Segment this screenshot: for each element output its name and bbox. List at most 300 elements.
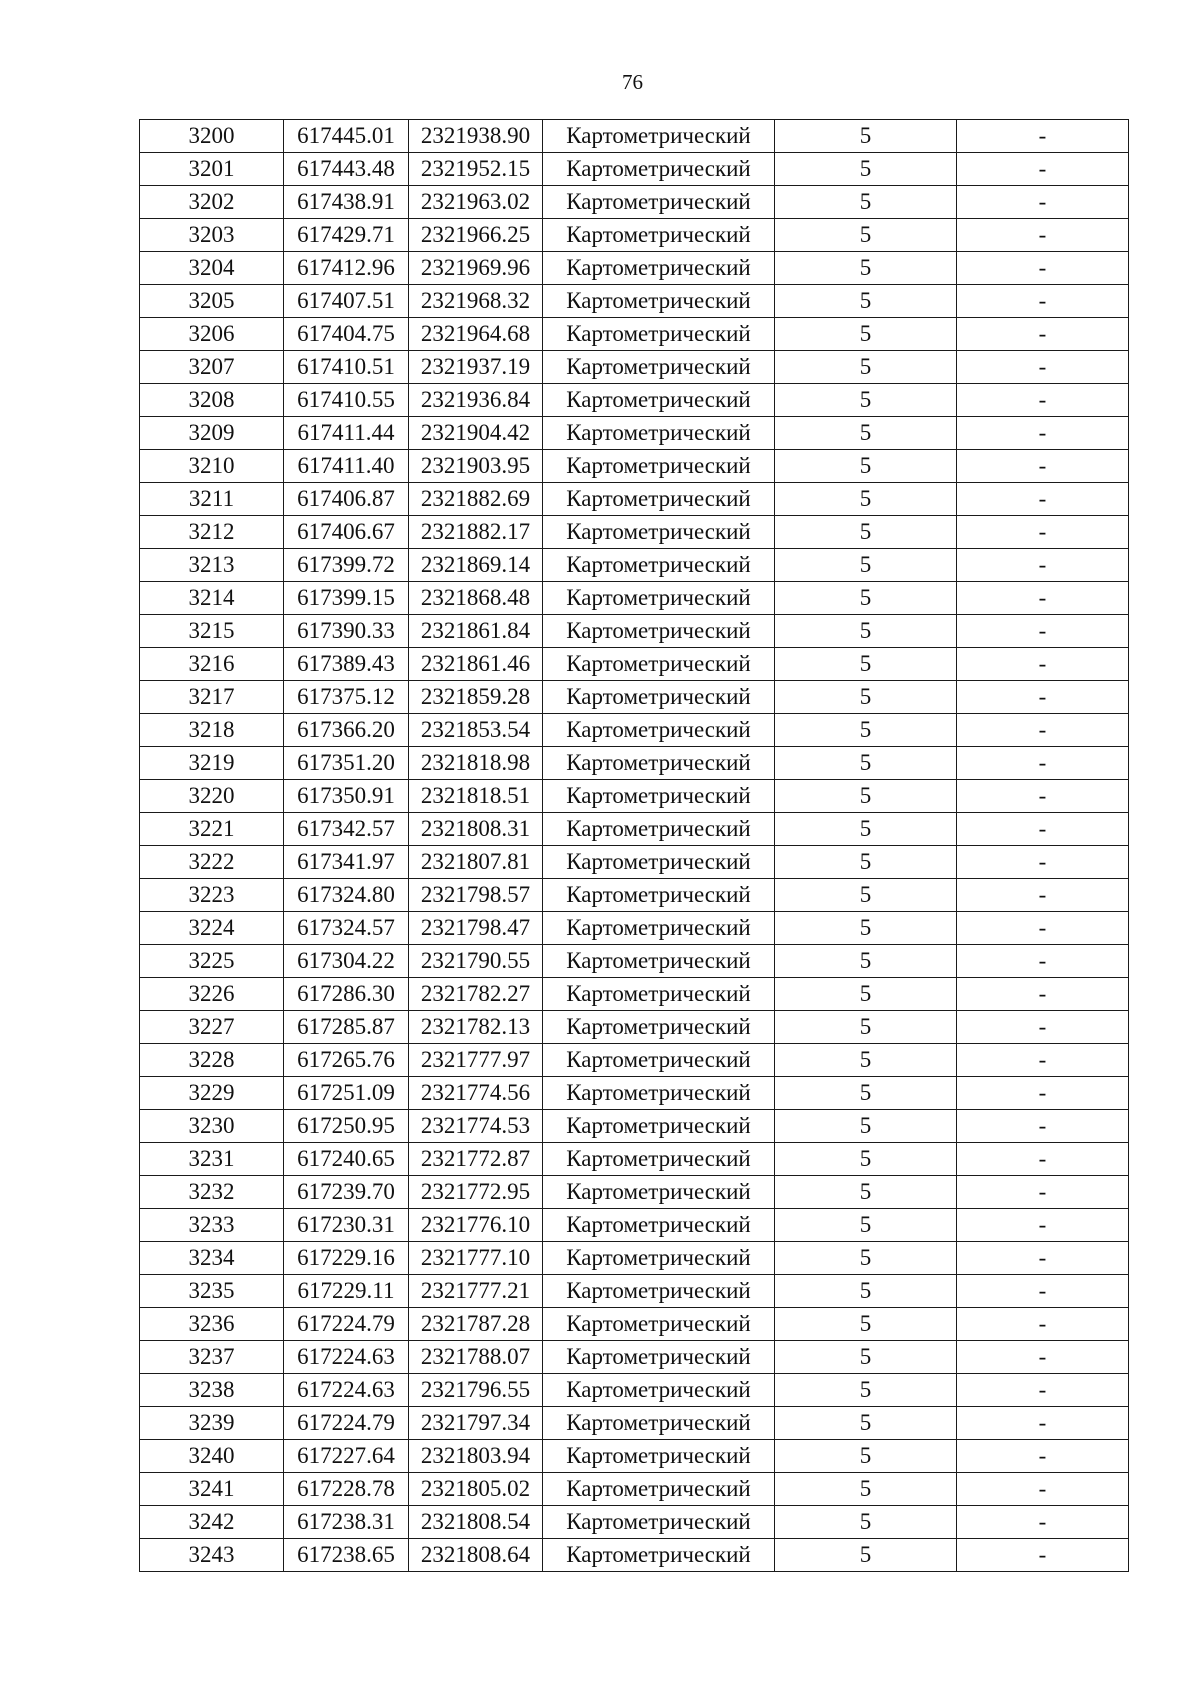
accuracy-cell: 5 [775,1275,957,1308]
dash-cell: - [957,582,1129,615]
table-row [140,1374,1129,1407]
dash-cell: - [957,1176,1129,1209]
method-cell: Картометрический [543,1407,775,1440]
x-coordinate-cell: 617239.70 [284,1176,409,1209]
point-number-cell: 3221 [140,813,284,846]
x-coordinate-cell: 617390.33 [284,615,409,648]
x-coordinate-cell: 617227.64 [284,1440,409,1473]
table-row [140,120,1129,153]
x-coordinate-cell: 617443.48 [284,153,409,186]
y-coordinate-cell: 2321861.46 [409,648,543,681]
point-number-cell: 3203 [140,219,284,252]
y-coordinate-cell: 2321936.84 [409,384,543,417]
x-coordinate-cell: 617411.40 [284,450,409,483]
y-coordinate-cell: 2321882.17 [409,516,543,549]
accuracy-cell: 5 [775,813,957,846]
point-number-cell: 3240 [140,1440,284,1473]
accuracy-cell: 5 [775,153,957,186]
accuracy-cell: 5 [775,879,957,912]
dash-cell: - [957,219,1129,252]
dash-cell: - [957,1242,1129,1275]
dash-cell: - [957,1011,1129,1044]
table-row [140,1077,1129,1110]
point-number-cell: 3219 [140,747,284,780]
y-coordinate-cell: 2321868.48 [409,582,543,615]
x-coordinate-cell: 617324.80 [284,879,409,912]
table-row [140,1539,1129,1572]
dash-cell: - [957,351,1129,384]
y-coordinate-cell: 2321969.96 [409,252,543,285]
dash-cell: - [957,1209,1129,1242]
x-coordinate-cell: 617230.31 [284,1209,409,1242]
dash-cell: - [957,516,1129,549]
method-cell: Картометрический [543,384,775,417]
accuracy-cell: 5 [775,945,957,978]
method-cell: Картометрический [543,1209,775,1242]
dash-cell: - [957,1473,1129,1506]
point-number-cell: 3228 [140,1044,284,1077]
point-number-cell: 3214 [140,582,284,615]
dash-cell: - [957,813,1129,846]
point-number-cell: 3224 [140,912,284,945]
point-number-cell: 3209 [140,417,284,450]
dash-cell: - [957,912,1129,945]
dash-cell: - [957,1143,1129,1176]
table-row [140,219,1129,252]
x-coordinate-cell: 617251.09 [284,1077,409,1110]
method-cell: Картометрический [543,318,775,351]
dash-cell: - [957,285,1129,318]
x-coordinate-cell: 617406.67 [284,516,409,549]
y-coordinate-cell: 2321938.90 [409,120,543,153]
x-coordinate-cell: 617366.20 [284,714,409,747]
x-coordinate-cell: 617224.63 [284,1374,409,1407]
dash-cell: - [957,252,1129,285]
table-row [140,846,1129,879]
point-number-cell: 3238 [140,1374,284,1407]
accuracy-cell: 5 [775,846,957,879]
dash-cell: - [957,1044,1129,1077]
point-number-cell: 3237 [140,1341,284,1374]
method-cell: Картометрический [543,1539,775,1572]
x-coordinate-cell: 617265.76 [284,1044,409,1077]
point-number-cell: 3204 [140,252,284,285]
table-row [140,681,1129,714]
dash-cell: - [957,1077,1129,1110]
table-row [140,813,1129,846]
method-cell: Картометрический [543,351,775,384]
y-coordinate-cell: 2321790.55 [409,945,543,978]
method-cell: Картометрический [543,1077,775,1110]
accuracy-cell: 5 [775,648,957,681]
point-number-cell: 3234 [140,1242,284,1275]
x-coordinate-cell: 617407.51 [284,285,409,318]
point-number-cell: 3239 [140,1407,284,1440]
accuracy-cell: 5 [775,1242,957,1275]
dash-cell: - [957,879,1129,912]
method-cell: Картометрический [543,219,775,252]
y-coordinate-cell: 2321777.21 [409,1275,543,1308]
y-coordinate-cell: 2321859.28 [409,681,543,714]
x-coordinate-cell: 617342.57 [284,813,409,846]
point-number-cell: 3236 [140,1308,284,1341]
table-row [140,1242,1129,1275]
accuracy-cell: 5 [775,549,957,582]
point-number-cell: 3213 [140,549,284,582]
dash-cell: - [957,1308,1129,1341]
dash-cell: - [957,978,1129,1011]
method-cell: Картометрический [543,1110,775,1143]
y-coordinate-cell: 2321782.27 [409,978,543,1011]
table-row [140,450,1129,483]
accuracy-cell: 5 [775,1440,957,1473]
page-number: 76 [622,70,643,94]
method-cell: Картометрический [543,120,775,153]
table-row [140,582,1129,615]
y-coordinate-cell: 2321788.07 [409,1341,543,1374]
dash-cell: - [957,747,1129,780]
method-cell: Картометрический [543,747,775,780]
y-coordinate-cell: 2321903.95 [409,450,543,483]
method-cell: Картометрический [543,186,775,219]
point-number-cell: 3231 [140,1143,284,1176]
method-cell: Картометрический [543,1440,775,1473]
dash-cell: - [957,846,1129,879]
dash-cell: - [957,318,1129,351]
point-number-cell: 3220 [140,780,284,813]
y-coordinate-cell: 2321772.87 [409,1143,543,1176]
table-row [140,1407,1129,1440]
x-coordinate-cell: 617229.11 [284,1275,409,1308]
table-row [140,1506,1129,1539]
method-cell: Картометрический [543,1275,775,1308]
x-coordinate-cell: 617410.51 [284,351,409,384]
y-coordinate-cell: 2321968.32 [409,285,543,318]
accuracy-cell: 5 [775,978,957,1011]
y-coordinate-cell: 2321808.31 [409,813,543,846]
x-coordinate-cell: 617406.87 [284,483,409,516]
y-coordinate-cell: 2321805.02 [409,1473,543,1506]
accuracy-cell: 5 [775,1539,957,1572]
method-cell: Картометрический [543,417,775,450]
y-coordinate-cell: 2321853.54 [409,714,543,747]
y-coordinate-cell: 2321966.25 [409,219,543,252]
x-coordinate-cell: 617341.97 [284,846,409,879]
y-coordinate-cell: 2321952.15 [409,153,543,186]
x-coordinate-cell: 617238.31 [284,1506,409,1539]
table-row [140,285,1129,318]
accuracy-cell: 5 [775,1011,957,1044]
x-coordinate-cell: 617399.15 [284,582,409,615]
accuracy-cell: 5 [775,582,957,615]
method-cell: Картометрический [543,252,775,285]
y-coordinate-cell: 2321782.13 [409,1011,543,1044]
point-number-cell: 3212 [140,516,284,549]
y-coordinate-cell: 2321803.94 [409,1440,543,1473]
y-coordinate-cell: 2321777.10 [409,1242,543,1275]
dash-cell: - [957,450,1129,483]
method-cell: Картометрический [543,1011,775,1044]
table-row [140,1176,1129,1209]
x-coordinate-cell: 617429.71 [284,219,409,252]
x-coordinate-cell: 617285.87 [284,1011,409,1044]
accuracy-cell: 5 [775,1143,957,1176]
accuracy-cell: 5 [775,483,957,516]
method-cell: Картометрический [543,615,775,648]
y-coordinate-cell: 2321818.98 [409,747,543,780]
x-coordinate-cell: 617375.12 [284,681,409,714]
y-coordinate-cell: 2321808.54 [409,1506,543,1539]
accuracy-cell: 5 [775,780,957,813]
accuracy-cell: 5 [775,1308,957,1341]
accuracy-cell: 5 [775,1407,957,1440]
accuracy-cell: 5 [775,1506,957,1539]
point-number-cell: 3217 [140,681,284,714]
dash-cell: - [957,780,1129,813]
table-row [140,945,1129,978]
point-number-cell: 3215 [140,615,284,648]
table-row [140,714,1129,747]
table-row [140,747,1129,780]
x-coordinate-cell: 617250.95 [284,1110,409,1143]
point-number-cell: 3242 [140,1506,284,1539]
y-coordinate-cell: 2321861.84 [409,615,543,648]
dash-cell: - [957,153,1129,186]
method-cell: Картометрический [543,1308,775,1341]
x-coordinate-cell: 617389.43 [284,648,409,681]
method-cell: Картометрический [543,1044,775,1077]
accuracy-cell: 5 [775,1209,957,1242]
x-coordinate-cell: 617404.75 [284,318,409,351]
x-coordinate-cell: 617399.72 [284,549,409,582]
table-row [140,153,1129,186]
method-cell: Картометрический [543,846,775,879]
y-coordinate-cell: 2321963.02 [409,186,543,219]
y-coordinate-cell: 2321787.28 [409,1308,543,1341]
y-coordinate-cell: 2321772.95 [409,1176,543,1209]
table-row [140,252,1129,285]
table-row [140,615,1129,648]
x-coordinate-cell: 617240.65 [284,1143,409,1176]
method-cell: Картометрический [543,912,775,945]
table-row [140,1044,1129,1077]
table-row [140,978,1129,1011]
method-cell: Картометрический [543,1242,775,1275]
table-row [140,879,1129,912]
point-number-cell: 3205 [140,285,284,318]
point-number-cell: 3243 [140,1539,284,1572]
method-cell: Картометрический [543,1374,775,1407]
y-coordinate-cell: 2321937.19 [409,351,543,384]
dash-cell: - [957,186,1129,219]
point-number-cell: 3232 [140,1176,284,1209]
dash-cell: - [957,417,1129,450]
y-coordinate-cell: 2321798.57 [409,879,543,912]
coordinates-table [139,119,1129,1572]
dash-cell: - [957,945,1129,978]
table-row [140,1011,1129,1044]
point-number-cell: 3226 [140,978,284,1011]
accuracy-cell: 5 [775,1044,957,1077]
point-number-cell: 3223 [140,879,284,912]
method-cell: Картометрический [543,1341,775,1374]
point-number-cell: 3216 [140,648,284,681]
dash-cell: - [957,1440,1129,1473]
table-row [140,483,1129,516]
accuracy-cell: 5 [775,417,957,450]
method-cell: Картометрический [543,780,775,813]
x-coordinate-cell: 617412.96 [284,252,409,285]
dash-cell: - [957,1506,1129,1539]
accuracy-cell: 5 [775,1473,957,1506]
table-row [140,1110,1129,1143]
y-coordinate-cell: 2321774.53 [409,1110,543,1143]
accuracy-cell: 5 [775,681,957,714]
point-number-cell: 3201 [140,153,284,186]
table-row [140,1209,1129,1242]
accuracy-cell: 5 [775,1341,957,1374]
accuracy-cell: 5 [775,1077,957,1110]
x-coordinate-cell: 617411.44 [284,417,409,450]
dash-cell: - [957,1341,1129,1374]
table-row [140,780,1129,813]
accuracy-cell: 5 [775,186,957,219]
y-coordinate-cell: 2321774.56 [409,1077,543,1110]
y-coordinate-cell: 2321818.51 [409,780,543,813]
x-coordinate-cell: 617238.65 [284,1539,409,1572]
method-cell: Картометрический [543,945,775,978]
point-number-cell: 3235 [140,1275,284,1308]
accuracy-cell: 5 [775,516,957,549]
dash-cell: - [957,549,1129,582]
method-cell: Картометрический [543,1143,775,1176]
dash-cell: - [957,1374,1129,1407]
dash-cell: - [957,648,1129,681]
table-row [140,351,1129,384]
dash-cell: - [957,1407,1129,1440]
method-cell: Картометрический [543,813,775,846]
method-cell: Картометрический [543,714,775,747]
y-coordinate-cell: 2321904.42 [409,417,543,450]
x-coordinate-cell: 617324.57 [284,912,409,945]
table-row [140,384,1129,417]
method-cell: Картометрический [543,285,775,318]
x-coordinate-cell: 617228.78 [284,1473,409,1506]
point-number-cell: 3241 [140,1473,284,1506]
table-row [140,318,1129,351]
y-coordinate-cell: 2321869.14 [409,549,543,582]
accuracy-cell: 5 [775,384,957,417]
coordinates-table-body [140,120,1129,1572]
y-coordinate-cell: 2321964.68 [409,318,543,351]
x-coordinate-cell: 617224.79 [284,1407,409,1440]
x-coordinate-cell: 617229.16 [284,1242,409,1275]
table-row [140,1473,1129,1506]
point-number-cell: 3202 [140,186,284,219]
dash-cell: - [957,1275,1129,1308]
y-coordinate-cell: 2321798.47 [409,912,543,945]
x-coordinate-cell: 617410.55 [284,384,409,417]
method-cell: Картометрический [543,153,775,186]
y-coordinate-cell: 2321807.81 [409,846,543,879]
dash-cell: - [957,120,1129,153]
y-coordinate-cell: 2321882.69 [409,483,543,516]
point-number-cell: 3230 [140,1110,284,1143]
x-coordinate-cell: 617445.01 [284,120,409,153]
point-number-cell: 3210 [140,450,284,483]
accuracy-cell: 5 [775,1176,957,1209]
method-cell: Картометрический [543,1473,775,1506]
accuracy-cell: 5 [775,285,957,318]
dash-cell: - [957,1110,1129,1143]
table-row [140,912,1129,945]
method-cell: Картометрический [543,516,775,549]
x-coordinate-cell: 617350.91 [284,780,409,813]
method-cell: Картометрический [543,549,775,582]
point-number-cell: 3206 [140,318,284,351]
point-number-cell: 3208 [140,384,284,417]
accuracy-cell: 5 [775,615,957,648]
x-coordinate-cell: 617351.20 [284,747,409,780]
method-cell: Картометрический [543,681,775,714]
table-row [140,186,1129,219]
x-coordinate-cell: 617224.79 [284,1308,409,1341]
method-cell: Картометрический [543,978,775,1011]
dash-cell: - [957,714,1129,747]
point-number-cell: 3211 [140,483,284,516]
method-cell: Картометрический [543,1506,775,1539]
x-coordinate-cell: 617438.91 [284,186,409,219]
point-number-cell: 3229 [140,1077,284,1110]
point-number-cell: 3225 [140,945,284,978]
y-coordinate-cell: 2321777.97 [409,1044,543,1077]
method-cell: Картометрический [543,582,775,615]
dash-cell: - [957,1539,1129,1572]
table-row [140,648,1129,681]
table-row [140,1275,1129,1308]
method-cell: Картометрический [543,483,775,516]
y-coordinate-cell: 2321796.55 [409,1374,543,1407]
dash-cell: - [957,615,1129,648]
dash-cell: - [957,384,1129,417]
table-row [140,1308,1129,1341]
dash-cell: - [957,681,1129,714]
table-row [140,417,1129,450]
point-number-cell: 3207 [140,351,284,384]
point-number-cell: 3227 [140,1011,284,1044]
accuracy-cell: 5 [775,912,957,945]
accuracy-cell: 5 [775,1110,957,1143]
method-cell: Картометрический [543,879,775,912]
y-coordinate-cell: 2321776.10 [409,1209,543,1242]
point-number-cell: 3233 [140,1209,284,1242]
x-coordinate-cell: 617224.63 [284,1341,409,1374]
accuracy-cell: 5 [775,450,957,483]
method-cell: Картометрический [543,648,775,681]
accuracy-cell: 5 [775,318,957,351]
x-coordinate-cell: 617304.22 [284,945,409,978]
accuracy-cell: 5 [775,120,957,153]
accuracy-cell: 5 [775,714,957,747]
point-number-cell: 3222 [140,846,284,879]
y-coordinate-cell: 2321808.64 [409,1539,543,1572]
method-cell: Картометрический [543,450,775,483]
accuracy-cell: 5 [775,219,957,252]
x-coordinate-cell: 617286.30 [284,978,409,1011]
accuracy-cell: 5 [775,1374,957,1407]
table-row [140,1143,1129,1176]
y-coordinate-cell: 2321797.34 [409,1407,543,1440]
